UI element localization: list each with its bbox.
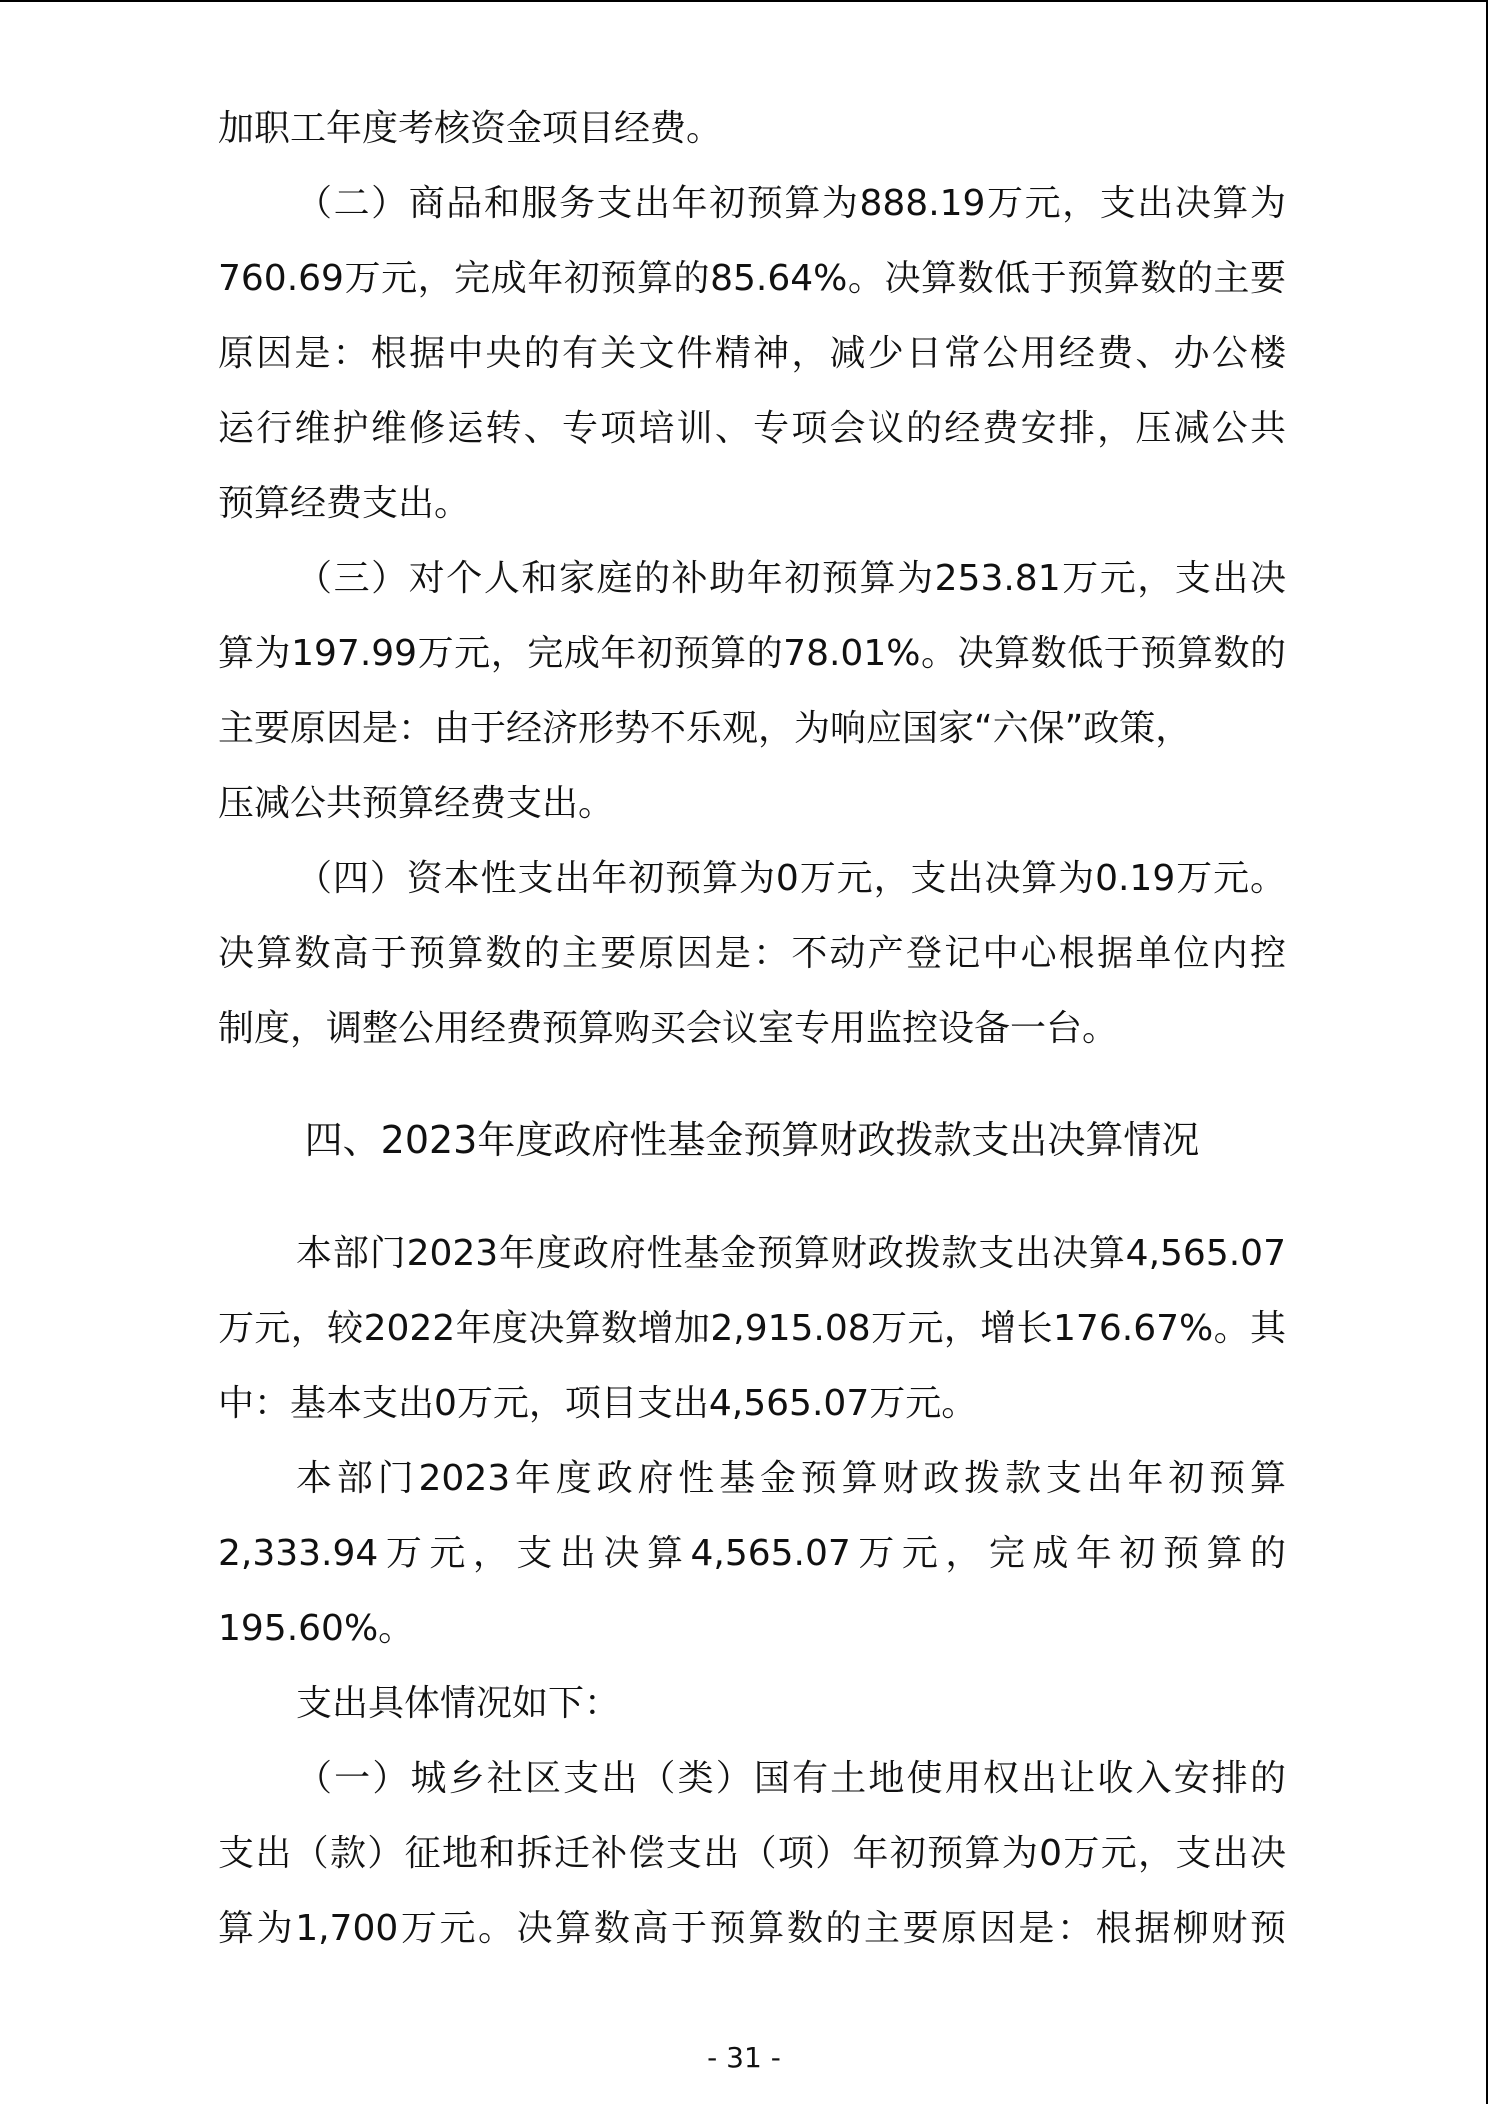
paragraph-line: 支出具体情况如下： xyxy=(296,1683,621,1724)
paragraph-line: （四）资本性支出年初预算为0万元，支出决算为0.19万元。 xyxy=(296,858,1286,899)
paragraph-line: 主要原因是：由于经济形势不乐观，为响应国家“六保”政策， xyxy=(218,708,1192,749)
paragraph-line: （一）城乡社区支出（类）国有土地使用权出让收入安排的 xyxy=(296,1758,1286,1799)
paragraph-line: 原因是：根据中央的有关文件精神，减少日常公用经费、办公楼 xyxy=(218,333,1286,374)
paragraph-line: 2,333.94万元，支出决算4,565.07万元，完成年初预算的 xyxy=(218,1533,1286,1574)
paragraph-line: 中：基本支出0万元，项目支出4,565.07万元。 xyxy=(218,1383,978,1424)
paragraph-line: 压减公共预算经费支出。 xyxy=(218,783,615,824)
section-heading: 四、2023年度政府性基金预算财政拨款支出决算情况 xyxy=(304,1118,1200,1162)
paragraph-line: 加职工年度考核资金项目经费。 xyxy=(218,108,723,149)
paragraph-line: （二）商品和服务支出年初预算为888.19万元，支出决算为 xyxy=(296,183,1286,224)
paragraph-line: 算为197.99万元，完成年初预算的78.01%。决算数低于预算数的 xyxy=(218,633,1286,674)
paragraph-line: 决算数高于预算数的主要原因是：不动产登记中心根据单位内控 xyxy=(218,933,1286,974)
paragraph-line: 制度，调整公用经费预算购买会议室专用监控设备一台。 xyxy=(218,1008,1119,1049)
page-number: - 31 - xyxy=(707,2041,781,2074)
paragraph-line: 本部门2023年度政府性基金预算财政拨款支出年初预算 xyxy=(296,1458,1286,1499)
paragraph-line: 195.60%。 xyxy=(218,1608,415,1649)
paragraph-line: 运行维护维修运转、专项培训、专项会议的经费安排，压减公共 xyxy=(218,408,1286,449)
paragraph-line: 算为1,700万元。决算数高于预算数的主要原因是：根据柳财预 xyxy=(218,1908,1286,1949)
paragraph-line: 预算经费支出。 xyxy=(218,483,471,524)
paragraph-line: 760.69万元，完成年初预算的85.64%。决算数低于预算数的主要 xyxy=(218,258,1286,299)
paragraph-line: （三）对个人和家庭的补助年初预算为253.81万元，支出决 xyxy=(296,558,1286,599)
page-top-border xyxy=(0,0,1488,2)
paragraph-line: 万元，较2022年度决算数增加2,915.08万元，增长176.67%。其 xyxy=(218,1308,1286,1349)
paragraph-line: 支出（款）征地和拆迁补偿支出（项）年初预算为0万元，支出决 xyxy=(218,1833,1286,1874)
paragraph-line: 本部门2023年度政府性基金预算财政拨款支出决算4,565.07 xyxy=(296,1233,1286,1274)
